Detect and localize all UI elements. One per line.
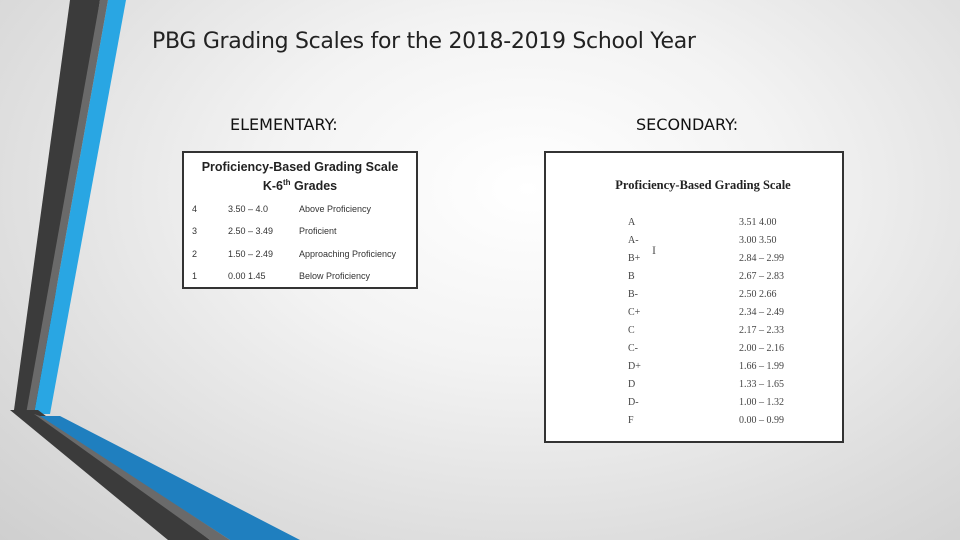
elementary-grading-table: [182, 151, 418, 289]
secondary-grading-table: [544, 151, 844, 443]
table-row: [546, 343, 842, 359]
grade-cell: C-: [628, 343, 638, 354]
table-row: [546, 271, 842, 287]
elementary-table-title-line1: Proficiency-Based Grading Scale: [201, 160, 399, 174]
slide-title: PBG Grading Scales for the 2018-2019 School Year: [152, 29, 696, 54]
description-cell: Below Proficiency: [299, 271, 371, 281]
range-cell: 2.67 – 2.83: [739, 271, 784, 282]
table-row: [546, 361, 842, 377]
table-row: [546, 217, 842, 233]
decor-bottom-dark: [10, 410, 210, 540]
secondary-heading: SECONDARY:: [636, 115, 739, 134]
table-row: [546, 379, 842, 395]
elementary-table-title-line2: [184, 175, 416, 194]
range-cell: 2.50 – 3.49: [228, 226, 274, 236]
table-row: [184, 271, 416, 287]
range-cell: 3.51 4.00: [739, 217, 777, 228]
range-cell: 0.00 1.45: [228, 271, 266, 281]
table-row: [546, 397, 842, 413]
elementary-table-title: [184, 159, 416, 194]
grade-cell: A-: [628, 235, 639, 246]
grade-cell: D+: [628, 361, 641, 372]
range-cell: 1.33 – 1.65: [739, 379, 784, 390]
grade-cell: B: [628, 271, 635, 282]
range-cell: 3.50 – 4.0: [228, 204, 269, 214]
level-cell: 1: [192, 271, 198, 281]
description-cell: Above Proficiency: [299, 204, 372, 214]
grade-cell: F: [628, 415, 634, 426]
range-cell: 2.17 – 2.33: [739, 325, 784, 336]
range-cell: 2.34 – 2.49: [739, 307, 784, 318]
table-row: [546, 307, 842, 323]
table-row: [546, 325, 842, 341]
grade-cell: C: [628, 325, 635, 336]
grades-word: Grades: [290, 179, 338, 194]
range-cell: 2.00 – 2.16: [739, 343, 784, 354]
elementary-heading: ELEMENTARY:: [230, 115, 338, 134]
grade-cell: D-: [628, 397, 639, 408]
description-cell: Proficient: [299, 226, 337, 236]
table-row: [546, 415, 842, 431]
table-row: [184, 226, 416, 242]
range-cell: 2.84 – 2.99: [739, 253, 784, 264]
range-cell: 2.50 2.66: [739, 289, 777, 300]
description-cell: Approaching Proficiency: [299, 249, 397, 259]
grade-cell: C+: [628, 307, 641, 318]
level-cell: 2: [192, 249, 198, 259]
table-row: [546, 253, 842, 269]
grade-cell: B-: [628, 289, 638, 300]
decor-bottom-gray: [34, 414, 230, 540]
level-cell: 3: [192, 226, 198, 236]
grade-superscript: th: [283, 178, 291, 187]
grade-range-text: K-6: [262, 179, 284, 194]
grade-cell: A: [628, 217, 636, 228]
grade-cell: D: [628, 379, 636, 390]
grade-cell: B+: [628, 253, 641, 264]
table-row: [184, 249, 416, 265]
range-cell: 0.00 – 0.99: [739, 415, 784, 426]
range-cell: 1.00 – 1.32: [739, 397, 784, 408]
range-cell: 1.50 – 2.49: [228, 249, 274, 259]
table-row: [546, 235, 842, 251]
secondary-table-title: Proficiency-Based Grading Scale: [615, 178, 791, 192]
table-row: [184, 204, 416, 220]
text-cursor-icon: I: [652, 243, 656, 257]
table-row: [546, 289, 842, 305]
level-cell: 4: [192, 204, 198, 214]
range-cell: 3.00 3.50: [739, 235, 777, 246]
range-cell: 1.66 – 1.99: [739, 361, 784, 372]
